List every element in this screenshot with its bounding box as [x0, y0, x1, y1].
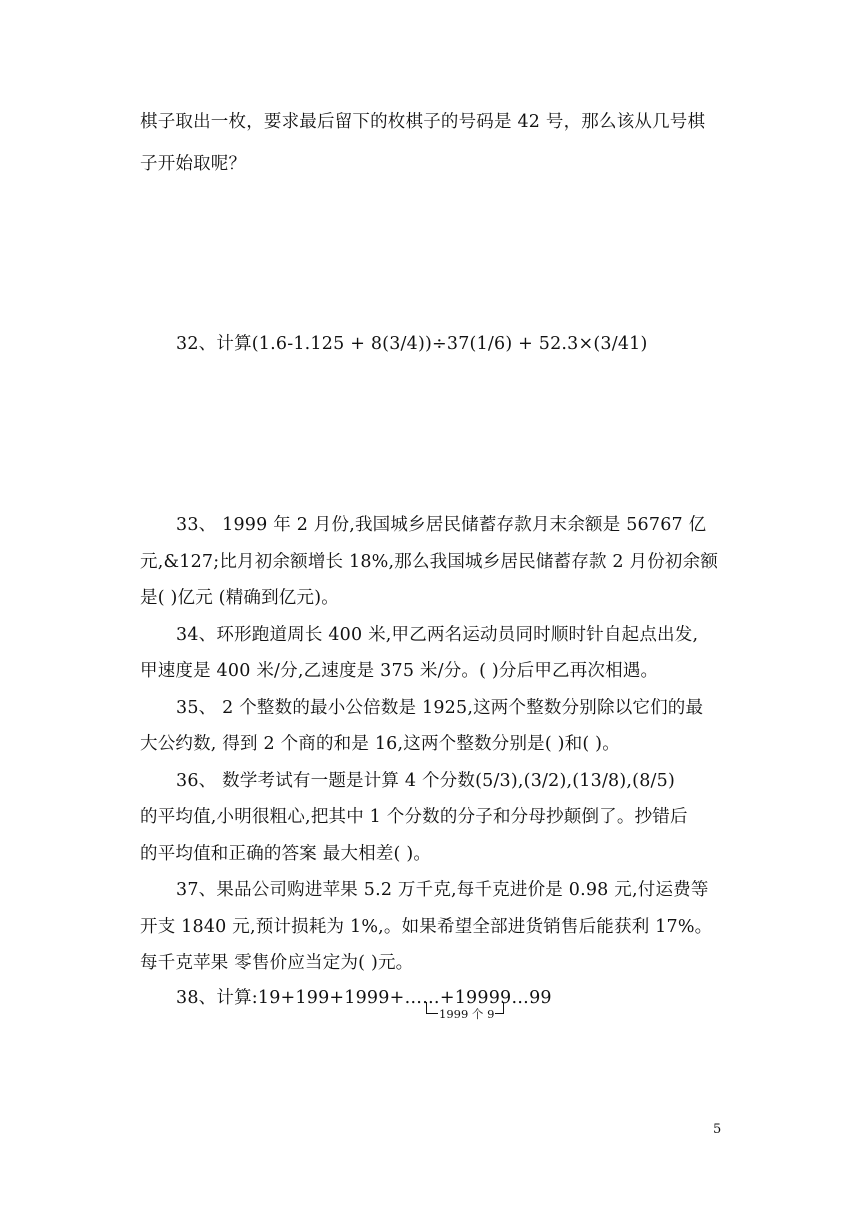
- text-line-continuation-2: 子开始取呢？: [140, 154, 247, 174]
- question-33-line-2: 元,&127;比月初余额增长 18%,那么我国城乡居民储蓄存款 2 月份初余额: [140, 552, 719, 572]
- question-36-line-2: 的平均值,小明很粗心,把其中 1 个分数的分子和分母抄颠倒了。抄错后: [140, 807, 688, 827]
- question-38: 38、计算:19+199+1999+……+19999…99: [176, 988, 552, 1008]
- question-35-line-1: 35、 2 个整数的最小公倍数是 1925,这两个整数分别除以它们的最: [176, 698, 704, 718]
- question-33-line-3: 是( )亿元 (精确到亿元)。: [140, 588, 339, 608]
- question-37-line-3: 每千克苹果 零售价应当定为( )元。: [140, 953, 414, 973]
- text-line-continuation-1: 棋子取出一枚，要求最后留下的枚棋子的号码是 42 号，那么该从几号棋: [140, 112, 706, 132]
- question-37-line-1: 37、果品公司购进苹果 5.2 万千克,每千克进价是 0.98 元,付运费等: [176, 880, 709, 900]
- underbrace-label: 1999 个 9: [439, 1007, 495, 1021]
- question-36-line-1: 36、 数学考试有一题是计算 4 个分数(5/3),(3/2),(13/8),(8/5): [176, 771, 675, 791]
- question-32: 32、计算(1.6-1.125 + 8(3/4))÷37(1/6) + 52.3×(3/41): [176, 334, 648, 354]
- page-number: 5: [713, 1122, 722, 1137]
- question-34-line-2: 甲速度是 400 米/分,乙速度是 375 米/分。( )分后甲乙再次相遇。: [140, 661, 659, 681]
- question-34-line-1: 34、环形跑道周长 400 米,甲乙两名运动员同时顺时针自起点出发,: [176, 625, 699, 645]
- question-35-line-2: 大公约数, 得到 2 个商的和是 16,这两个整数分别是( )和( )。: [140, 734, 620, 754]
- question-33-line-1: 33、 1999 年 2 月份,我国城乡居民储蓄存款月末余额是 56767 亿: [176, 515, 707, 535]
- question-37-line-2: 开支 1840 元,预计损耗为 1%,。如果希望全部进货销售后能获利 17%。: [140, 917, 713, 937]
- question-36-line-3: 的平均值和正确的答案 最大相差( )。: [140, 844, 432, 864]
